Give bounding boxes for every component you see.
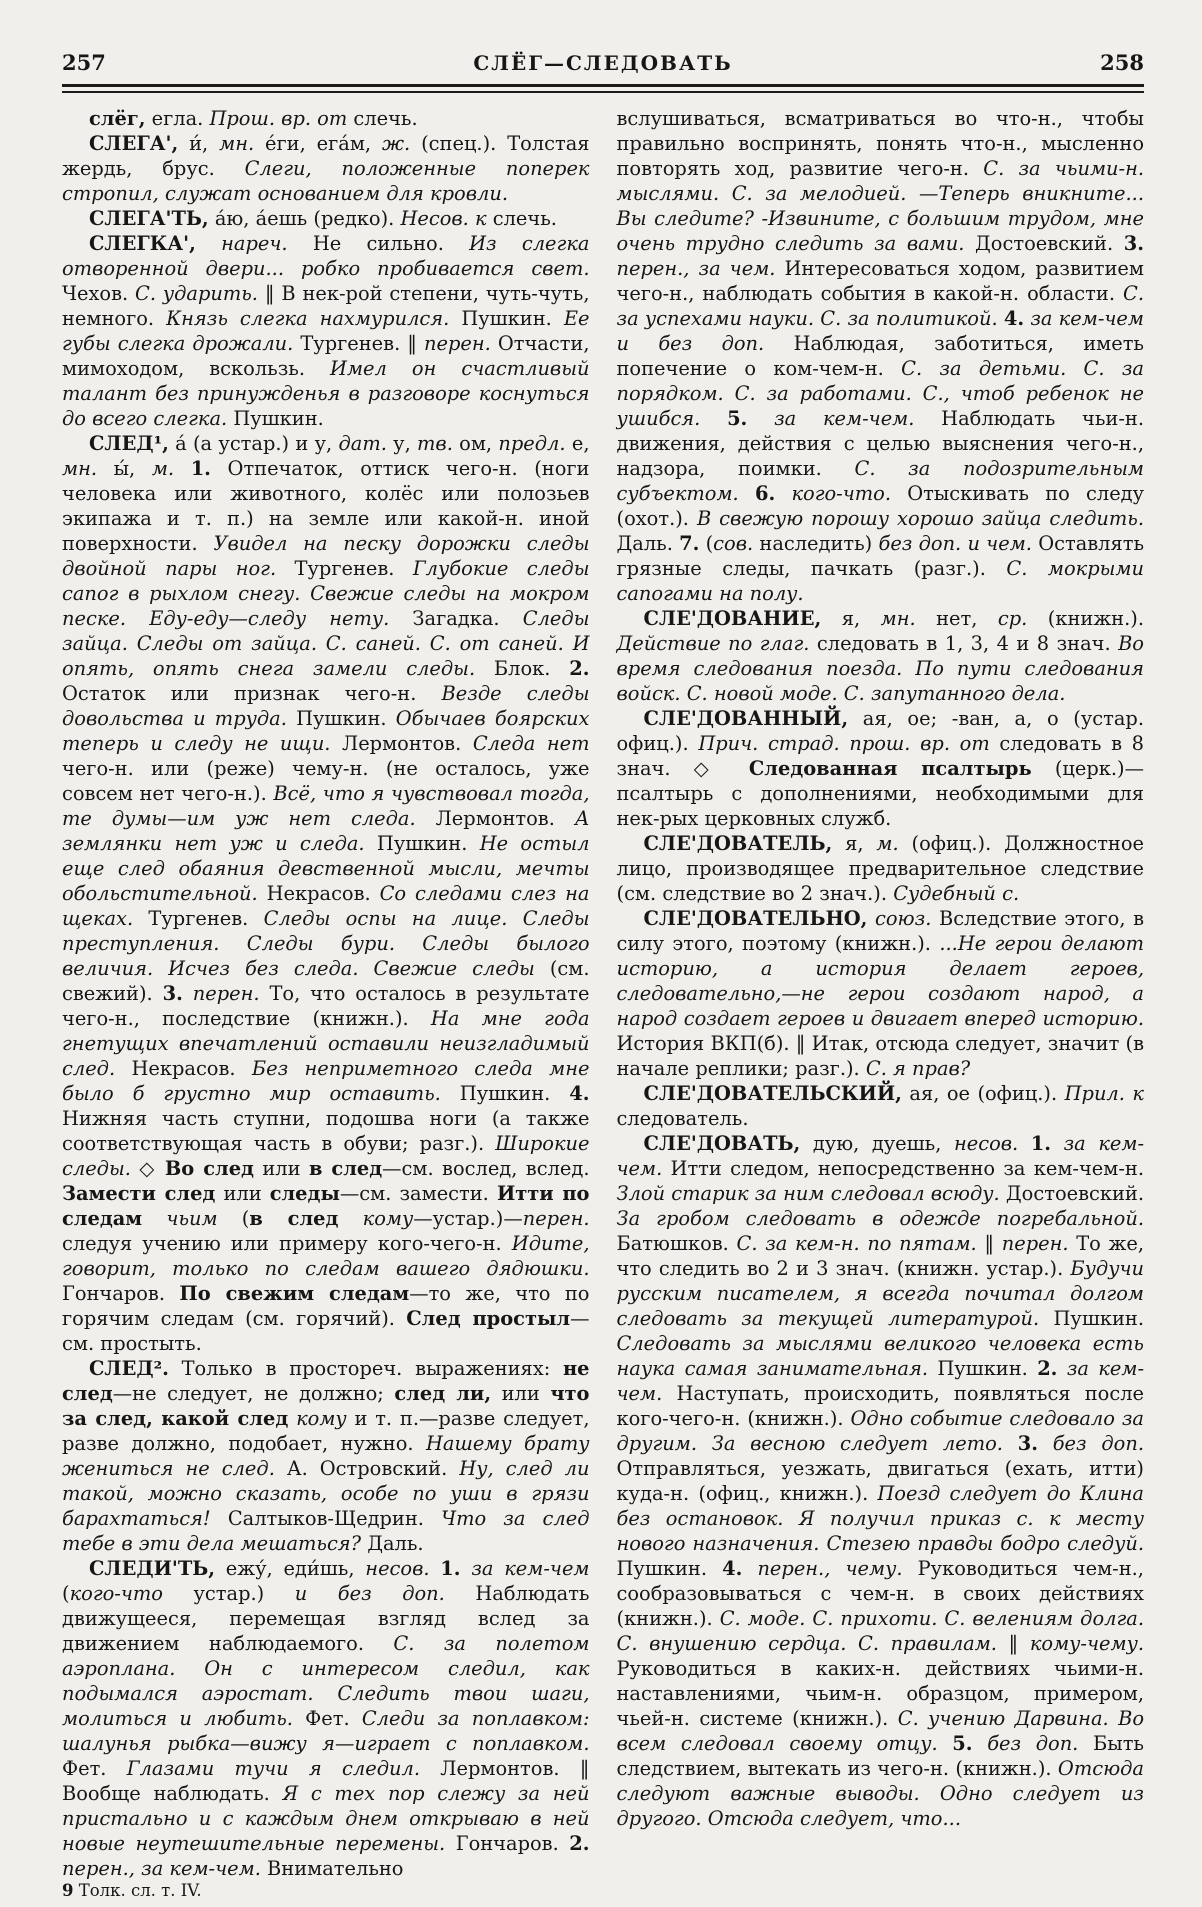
- dictionary-entry: слёг, егла. Прош. вр. от слечь.: [89, 107, 418, 130]
- italic-text: Следи за поплавком: шалунья рыбка—вижу я—играет с поплавком.: [62, 1707, 590, 1755]
- italic-text: С. за успехами науки. С. за политикой.: [616, 282, 1144, 330]
- italic-text: нареч.: [221, 232, 288, 255]
- italic-text: Не остыл еще след обаяния девственной мысли, мечты обольстительной.: [62, 832, 590, 905]
- italic-text: и без доп.: [294, 1582, 445, 1605]
- italic-text: перен.: [522, 1207, 590, 1230]
- italic-text: дат.: [338, 432, 387, 455]
- footer-note: 9 Толк. сл. т. IV.: [62, 1881, 202, 1900]
- bold-text: след ли,: [394, 1382, 492, 1405]
- italic-text: перен., за чем.: [616, 257, 776, 280]
- bold-text: 6.: [754, 482, 776, 505]
- italic-text: С. мокрыми сапогами на полу.: [616, 557, 1145, 605]
- italic-text: Увидел на песку дорожки следы двойной пары ног.: [62, 532, 590, 580]
- left-column: [62, 106, 590, 1900]
- headword: СЛЕ'ДОВАТЕЛЬ,: [643, 832, 833, 855]
- headword: СЛЕГА'ТЬ,: [89, 207, 209, 230]
- headword: СЛЕ'ДОВАНИЕ,: [643, 607, 822, 630]
- headword: СЛЕГКА',: [89, 232, 196, 255]
- italic-text: Без неприметного следа мне было б грустно мир оставить.: [62, 1057, 590, 1105]
- bold-text: Итти по следам: [62, 1182, 590, 1230]
- headword: СЛЕД².: [89, 1357, 169, 1380]
- italic-text: без доп.: [987, 1732, 1079, 1755]
- italic-text: Прич. страд. прош. вр. от: [698, 732, 990, 755]
- italic-text: кого-что: [69, 1582, 163, 1605]
- italic-text: Идите, говорит, только по следам вашего дядюшки.: [62, 1232, 590, 1280]
- italic-text: за кем-чем.: [616, 1132, 1144, 1180]
- dictionary-entry: СЛЕ'ДОВАТЬ, дую, дуешь, несов. 1. за кем-чем. Итти следом, непосредственно за кем-чем-н. Злой старик за ним следовал всюду. Достоевский. За гробом следовать в одежде погребальной. Батюшков. С. за кем-н. по пятам. ‖ перен. То же, что следить во 2 и 3 знач. (книжн. устар.). Будучи русским писателем, я всегда почитал долгом следовать за текущей литературой. Пушкин. Следовать за мыслями великого человека есть наука самая занимательная. Пушкин. 2. за кем-чем. Наступать, происходить, появляться после кого-чего-н. (книжн.). Одно событие следовало за другим. За весною следует лето. 3. без доп. Отправляться, уезжать, двигаться (ехать, итти) куда-н. (офиц., книжн.). Поезд следует до Клина без остановок. Я получил приказ с. к месту нового назначения. Стезею правды бодро следуй. Пушкин. 4. перен., чему. Руководиться чем-н., сообразовываться с чем-н. в своих действиях (книжн.). С. моде. С. прихоти. С. велениям долга. С. внушению сердца. С. правилам. ‖ кому-чему. Руководиться в каких-н. действиях чьими-н. наставлениями, чьим-н. образцом, примером, чьей-н. системе (книжн.). С. учению Дарвина. Во всем следовал своему отцу. 5. без доп. Быть следствием, вытекать из чего-н. (книжн.). Отсюда следуют важные выводы. Одно следует из другого. Отсюда следует, что...: [616, 1132, 1145, 1830]
- italic-text: сов.: [713, 532, 754, 555]
- bold-text: 1.: [440, 1557, 461, 1580]
- italic-text: Следовать за мыслями великого человека есть наука самая занимательная.: [616, 1332, 1144, 1380]
- italic-text: за кем-чем.: [616, 1357, 1144, 1405]
- italic-text: перен.: [1001, 1232, 1069, 1255]
- italic-text: С. за подозрительным субъектом.: [616, 457, 1144, 505]
- dictionary-entry: СЛЕ'ДОВАТЕЛЬСКИЙ, ая, ое (офиц.). Прил. к следователь.: [616, 1082, 1144, 1130]
- running-head: СЛЁГ—СЛЕДОВАТЬ: [473, 51, 733, 75]
- bold-text: Следованная псалтырь: [748, 757, 1032, 780]
- italic-text: Следы оспы на лице. Следы преступления. Следы бури. Следы былого величия. Исчез без следа. Свежие следы: [62, 907, 590, 980]
- bold-text: 3.: [162, 982, 183, 1005]
- headword: СЛЕД¹,: [89, 432, 169, 455]
- italic-text: С. учению Дарвина. Во всем следовал своему отцу.: [616, 1707, 1145, 1755]
- italic-text: мн.: [219, 132, 255, 155]
- italic-text: без доп. и чем.: [878, 532, 1032, 555]
- bold-text: 4.: [1003, 307, 1025, 330]
- italic-text: Злой старик за ним следовал всюду.: [616, 1182, 1000, 1205]
- text-columns: [62, 106, 1145, 1900]
- entry-continuation: вслушиваться, всматриваться во что-н., чтобы правильно воспринять, понять что-н., мысленно повторять ход, развитие чего-н. С. за чьими-н. мыслями. С. за мелодией. —Теперь вникните... Вы следите? -Извините, с большим трудом, мне очень трудно следить за вами. Достоевский. 3. перен., за чем. Интересоваться ходом, развитием чего-н., наблюдать события в какой-н. области. С. за успехами науки. С. за политикой. 4. за кем-чем и без доп. Наблюдая, заботиться, иметь попечение о ком-чем-н. С. за детьми. С. за порядком. С. за работами. С., чтоб ребенок не ушибся. 5. за кем-чем. Наблюдать чьи-н. движения, действия с целью выяснения чего-н., надзора, поимки. С. за подозрительным субъектом. 6. кого-что. Отыскивать по следу (охот.). В свежую порошу хорошо зайца следить. Даль. 7. (сов. наследить) без доп. и чем. Оставлять грязные следы, пачкать (разг.). С. мокрыми сапогами на полу.: [616, 107, 1145, 605]
- italic-text: кому-чему.: [1029, 1632, 1144, 1655]
- dictionary-entry: СЛЕД². Только в простореч. выражениях: не след—не следует, не должно; след ли, или что за след, какой след кому и т. п.—разве следует, разве должно, подобает, нужно. Нашему брату жениться не след. А. Островский. Ну, след ли такой, можно сказать, особе по уши в грязи барахтаться! Салтыков-Щедрин. Что за след тебе в эти дела мешаться? Даль.: [62, 1357, 590, 1555]
- italic-text: Глубокие следы сапог в рыхлом снегу. Свежие следы на мокром песке. Еду-еду—следу нету.: [62, 557, 590, 630]
- italic-text: За гробом следовать в одежде погребальной.: [616, 1207, 1144, 1230]
- italic-text: Обычаев боярских теперь и следу не ищи.: [62, 707, 590, 755]
- italic-text: несов.: [953, 1132, 1019, 1155]
- italic-text: м.: [876, 832, 899, 855]
- italic-text: С. за чьими-н. мыслями. С. за мелодией. —Теперь вникните... Вы следите? -Извините, с большим трудом, мне очень трудно следить за вами.: [616, 157, 1144, 255]
- italic-text: Будучи русским писателем, я всегда почитал долгом следовать за текущей литературой.: [616, 1257, 1144, 1330]
- bold-text: в след: [249, 1207, 339, 1230]
- bold-text: не след: [62, 1357, 590, 1405]
- italic-text: Я с тех пор слежу за ней пристально и с каждым днем открываю в ней новые неутешительные перемены.: [62, 1782, 590, 1855]
- italic-text: ...Не герои делают историю, а история делает героев, следовательно,—не герои создают народ, а народ создает героев и двигает вперед историю.: [616, 932, 1144, 1030]
- italic-text: кого-что.: [791, 482, 892, 505]
- italic-text: за кем-чем и без доп.: [616, 307, 1144, 355]
- italic-text: Слеги, положенные поперек стропил, служат основанием для кровли.: [62, 157, 590, 205]
- italic-text: Поезд следует до Клина без остановок. Я получил приказ с. к месту нового назначения. Стезею правды бодро следуй.: [616, 1482, 1144, 1555]
- italic-text: кому: [296, 1407, 347, 1430]
- italic-text: перен., чему.: [757, 1557, 903, 1580]
- italic-text: Со следами слез на щеках.: [62, 882, 590, 930]
- italic-text: несов.: [365, 1557, 430, 1580]
- italic-text: С. ударить.: [135, 282, 258, 305]
- italic-text: Прил. к: [1064, 1082, 1144, 1105]
- bold-text: 3.: [1017, 1432, 1038, 1455]
- italic-text: предл.: [498, 432, 566, 455]
- bold-text: 7.: [679, 532, 700, 555]
- italic-text: Нашему брату жениться не след.: [62, 1432, 590, 1480]
- italic-text: Во время следования поезда. По пути следования войск. С. новой моде. С. запутанного дела.: [616, 632, 1144, 705]
- dictionary-entry: СЛЕГА', и́, мн. е́ги, ега́м, ж. (спец.). Толстая жердь, брус. Слеги, положенные поперек стропил, служат основанием для кровли.: [62, 132, 590, 205]
- italic-text: Что за след тебе в эти дела мешаться?: [62, 1507, 590, 1555]
- headword: слёг,: [89, 107, 146, 130]
- bold-text: Во след: [164, 1157, 254, 1180]
- bold-text: 1.: [190, 457, 211, 480]
- bold-text: 5.: [727, 407, 748, 430]
- italic-text: перен.: [424, 332, 491, 355]
- bold-text: что за след, какой след: [62, 1382, 590, 1430]
- right-column: [617, 106, 1145, 1876]
- bold-text: следы: [269, 1182, 340, 1205]
- bold-text: в след: [308, 1157, 383, 1180]
- italic-text: С. за кем-н. по пятам.: [736, 1232, 977, 1255]
- headword: СЛЕДИ'ТЬ,: [89, 1557, 216, 1580]
- dictionary-entry: СЛЕ'ДОВАТЕЛЬНО, союз. Вследствие этого, в силу этого, поэтому (книжн.). ...Не герои делают историю, а история делает героев, следовательно,—не герои создают народ, а народ создает героев и двигает вперед историю. История ВКП(б). ‖ Итак, отсюда следует, значит (в начале реплики; разг.). С. я прав?: [616, 907, 1144, 1080]
- italic-text: Из слегка отворенной двери... робко пробивается свет.: [62, 232, 590, 280]
- italic-text: м.: [151, 457, 175, 480]
- dictionary-entry: СЛЕГА'ТЬ, а́ю, а́ешь (редко). Несов. к слечь.: [89, 207, 557, 230]
- italic-text: Отсюда следуют важные выводы. Одно следует из другого. Отсюда следует, что...: [616, 1757, 1144, 1830]
- bold-text: 2.: [1037, 1357, 1058, 1380]
- bold-text: 1.: [1030, 1132, 1052, 1155]
- italic-text: С. моде. С. прихоти. С. велениям долга. С. внушению сердца. С. правилам.: [616, 1607, 1144, 1655]
- headword: СЛЕ'ДОВАТЬ,: [643, 1132, 801, 1155]
- page-header: [62, 50, 1144, 75]
- page-number-left: 257: [62, 50, 106, 75]
- italic-text: Одно событие следовало за другим. За весною следует лето.: [616, 1407, 1144, 1455]
- italic-text: мн.: [880, 607, 916, 630]
- italic-text: В свежую порошу хорошо зайца следить.: [696, 507, 1144, 530]
- italic-text: С. за детьми. С. за порядком. С. за работами. С., чтоб ребенок не ушибся.: [616, 357, 1144, 430]
- italic-text: союз.: [875, 907, 932, 930]
- italic-text: Ну, след ли такой, можно сказать, особе по уши в грязи барахтаться!: [62, 1457, 590, 1530]
- dictionary-entry: СЛЕГКА', нареч. Не сильно. Из слегка отворенной двери... робко пробивается свет. Чехов. С. ударить. ‖ В нек-рой степени, чуть-чуть, немного. Князь слегка нахмурился. Пушкин. Ее губы слегка дрожали. Тургенев. ‖ перен. Отчасти, мимоходом, вскользь. Имел он счастливый талант без принужденья в разговоре коснуться до всего слегка. Пушкин.: [62, 232, 590, 430]
- italic-text: Действие по глаг.: [616, 632, 810, 655]
- italic-text: без доп.: [1052, 1432, 1144, 1455]
- italic-text: Князь слегка нахмурился.: [166, 307, 450, 330]
- italic-text: за кем-чем.: [774, 407, 915, 430]
- italic-text: Следы зайца. Следы от зайца. С. саней. С. от саней. И опять, опять снега замели следы.: [62, 607, 590, 680]
- headword: СЛЕ'ДОВАННЫЙ,: [643, 707, 849, 730]
- italic-text: кому: [362, 1207, 414, 1230]
- italic-text: С. за полетом аэроплана. Он с интересом следил, как подымался аэростат. Следить твои шаги, молиться и любить.: [62, 1632, 590, 1730]
- italic-text: Ее губы слегка дрожали.: [62, 307, 590, 355]
- bold-text: 2.: [569, 657, 590, 680]
- bold-text: 4.: [722, 1557, 743, 1580]
- bold-text: 2.: [569, 1832, 590, 1855]
- dictionary-entry: СЛЕДИ'ТЬ, ежу́, еди́шь, несов. 1. за кем-чем (кого-что устар.) и без доп. Наблюдать движущееся, перемещая взгляд вслед за движением наблюдаемого. С. за полетом аэроплана. Он с интересом следил, как подымался аэростат. Следить твои шаги, молиться и любить. Фет. Следи за поплавком: шалунья рыбка—вижу я—играет с поплавком. Фет. Глазами тучи я следил. Лермонтов. ‖ Вообще наблюдать. Я с тех пор слежу за ней пристально и с каждым днем открываю в ней новые неутешительные перемены. Гончаров. 2. перен., за кем-чем. Внимательно: [62, 1557, 590, 1880]
- dictionary-entry: СЛЕ'ДОВАТЕЛЬ, я, м. (офиц.). Должностное лицо, производящее предварительное следствие (см. следствие во 2 знач.). Судебный с.: [616, 832, 1144, 905]
- italic-text: Прош. вр. от: [209, 107, 348, 130]
- italic-text: С. я прав?: [865, 1057, 971, 1080]
- page-number-right: 258: [1100, 50, 1144, 75]
- header-rule: [62, 84, 1144, 93]
- bold-text: Замести след: [62, 1182, 216, 1205]
- bold-text: След простыл: [406, 1307, 571, 1330]
- italic-text: ср.: [997, 607, 1028, 630]
- italic-text: перен.: [192, 982, 260, 1005]
- headword: СЛЕ'ДОВАТЕЛЬСКИЙ,: [643, 1082, 902, 1105]
- headword: 9: [62, 1881, 74, 1900]
- italic-text: Несов. к: [400, 207, 487, 230]
- headword: 3.: [1123, 232, 1144, 255]
- bold-text: 5.: [952, 1732, 973, 1755]
- italic-text: за кем-чем: [471, 1557, 590, 1580]
- bold-text: 4.: [569, 1082, 590, 1105]
- italic-text: перен., за кем-чем.: [62, 1857, 261, 1880]
- headword: СЛЕГА',: [89, 132, 179, 155]
- italic-text: А землянки нет уж и следа.: [62, 807, 590, 855]
- italic-text: Везде следы довольства и труда.: [62, 682, 590, 730]
- italic-text: чьим: [166, 1207, 218, 1230]
- italic-text: Широкие следы.: [62, 1132, 590, 1180]
- italic-text: мн.: [62, 457, 98, 480]
- italic-text: тв.: [417, 432, 453, 455]
- italic-text: Судебный с.: [893, 882, 1020, 905]
- italic-text: ж.: [382, 132, 411, 155]
- italic-text: Глазами тучи я следил.: [126, 1757, 421, 1780]
- dictionary-entry: СЛЕД¹, а́ (а устар.) и у, дат. у, тв. ом, предл. е, мн. ы́, м. 1. Отпечаток, оттиск чего-н. (ноги человека или животного, колёс или полозьев экипажа и т. п.) на земле или какой-н. иной поверхности. Увидел на песку дорожки следы двойной пары ног. Тургенев. Глубокие следы сапог в рыхлом снегу. Свежие следы на мокром песке. Еду-еду—следу нету. Загадка. Следы зайца. Следы от зайца. С. саней. С. от саней. И опять, опять снега замели следы. Блок. 2. Остаток или признак чего-н. Везде следы довольства и труда. Пушкин. Обычаев боярских теперь и следу не ищи. Лермонтов. Следа нет чего-н. или (реже) чему-н. (не осталось, уже совсем нет чего-н.). Всё, что я чувствовал тогда, те думы—им уж нет следа. Лермонтов. А землянки нет уж и следа. Пушкин. Не остыл еще след обаяния девственной мысли, мечты обольстительной. Некрасов. Со следами слез на щеках. Тургенев. Следы оспы на лице. Следы преступления. Следы бури. Следы былого величия. Исчез без следа. Свежие следы (см. свежий). 3. перен. То, что осталось в результате чего-н., последствие (книжн.). На мне года гнетущих впечатлений оставили неизгладимый след. Некрасов. Без неприметного следа мне было б грустно мир оставить. Пушкин. 4. Нижняя часть ступни, подошва ноги (а также соответствующая часть в обуви; разг.). Широкие следы. ◇ Во след или в след—см. вослед, вслед. Замести след или следы—см. замести. Итти по следам чьим (в след кому—устар.)—перен. следуя учению или примеру кого-чего-н. Идите, говорит, только по следам вашего дядюшки. Гончаров. По свежим следам—то же, что по горячим следам (см. горячий). След простыл—см. простыть.: [62, 432, 590, 1355]
- bold-text: По свежим следам: [179, 1282, 410, 1305]
- dictionary-entry: СЛЕ'ДОВАННЫЙ, ая, ое; -ван, а, о (устар. офиц.). Прич. страд. прош. вр. от следовать в 8 знач. ◇ Следованная псалтырь (церк.)—псалтырь с дополнениями, необходимыми для нек-рых церковных служб.: [616, 707, 1144, 830]
- italic-text: Имел он счастливый талант без принужденья в разговоре коснуться до всего слегка.: [62, 357, 590, 430]
- italic-text: Всё, что я чувствовал тогда, те думы—им уж нет следа.: [62, 782, 590, 830]
- dictionary-entry: СЛЕ'ДОВАНИЕ, я, мн. нет, ср. (книжн.). Действие по глаг. следовать в 1, 3, 4 и 8 знач. Во время следования поезда. По пути следования войск. С. новой моде. С. запутанного дела.: [616, 607, 1144, 705]
- italic-text: На мне года гнетущих впечатлений оставили неизгладимый след.: [62, 1007, 590, 1080]
- headword: СЛЕ'ДОВАТЕЛЬНО,: [643, 907, 868, 930]
- italic-text: Следа нет: [472, 732, 590, 755]
